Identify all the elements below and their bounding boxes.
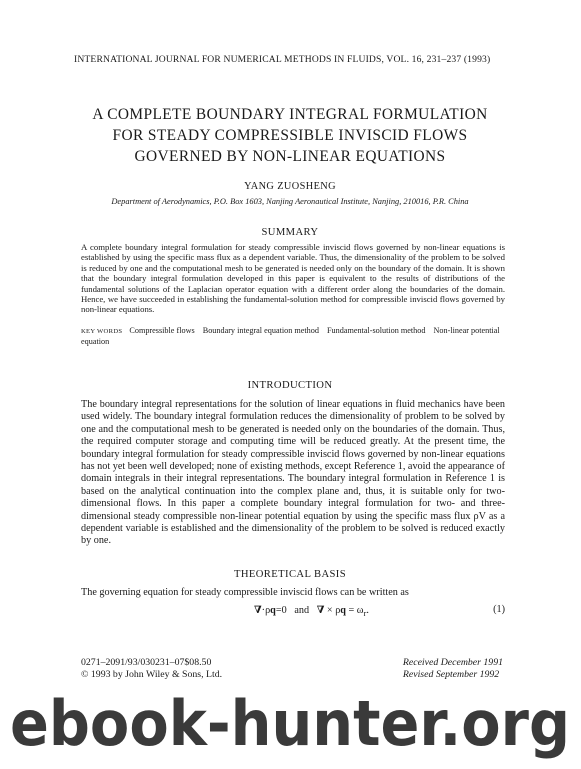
equation-end: . — [366, 605, 369, 616]
equation-rhs: =0 — [275, 605, 287, 616]
keyword-item: Fundamental-solution method — [326, 326, 426, 335]
author-name: YANG ZUOSHENG — [244, 181, 336, 192]
q-vector: q — [270, 605, 276, 616]
article-code: 0271–2091/93/030231–07$08.50 — [81, 657, 212, 668]
equation-1 — [81, 604, 505, 618]
title-line-1: A COMPLETE BOUNDARY INTEGRAL FORMULATION — [92, 106, 488, 123]
q-vector: q — [340, 605, 346, 616]
introduction-heading: INTRODUCTION — [247, 380, 333, 391]
title-line-2: FOR STEADY COMPRESSIBLE INVISCID FLOWS — [112, 127, 468, 144]
rho-symbol: ρ — [335, 605, 341, 616]
omega-term: = ω — [345, 605, 364, 616]
cross-operator: × — [324, 605, 336, 616]
revised-date: Revised September 1992 — [402, 669, 500, 680]
watermark-graphic — [0, 683, 581, 769]
received-date: Received December 1991 — [402, 657, 503, 668]
introduction-text: The boundary integral representations for the solution of linear equations in fluid mechanics have been used widely. The boundary integral formulation reduces the dimensionality of problem to be solved by one and the computational mesh to be generated is needed only on the boundaries of the domain. Thus, the required computer storage and computing time will be reduced greatly. At the present time, the boundary integral formulation for steady compressible inviscid flows governed by non-linear equations has not yet been well developed; none of existing methods, except Reference 1, avoid the appearance of domain integrals in their integral representations. The boundary integral formulation in Reference 1 is based on the analytical continuation into the complex plane and, thus, it is suitable only for two-dimensional flows. In this paper a complete boundary integral formulation for two- and three-dimensional steady compressible non-linear potential equation by using the specific mass flux ρV as a dependent variable is established and the dimensionality of the problem to be solved is reduced exactly by one. — [81, 399, 505, 547]
journal-header: INTERNATIONAL JOURNAL FOR NUMERICAL METHODS IN FLUIDS, VOL. 16, 231–237 (1993) — [74, 54, 491, 65]
title-line-3: GOVERNED BY NON-LINEAR EQUATIONS — [134, 148, 446, 165]
footer-right — [403, 657, 503, 681]
equation-connector: and — [294, 605, 310, 616]
rho-symbol: ρ — [265, 605, 271, 616]
copyright-notice: © 1993 by John Wiley & Sons, Ltd. — [81, 669, 223, 680]
author-affiliation: Department of Aerodynamics, P.O. Box 1603, Nanjing Aeronautical Institute, Nanjing, 210016, P.R. China — [111, 197, 469, 206]
keyword-item: Non-linear potential equation — [81, 326, 500, 347]
nabla-symbol: ∇ — [316, 605, 325, 616]
theory-text: The governing equation for steady compressible inviscid flows can be written as — [81, 587, 409, 598]
watermark-text: ebook-hunter.org — [10, 687, 570, 760]
footer-left — [81, 657, 222, 681]
nabla-symbol: ∇ — [254, 605, 262, 616]
summary-heading: SUMMARY — [261, 227, 319, 238]
keyword-item: Compressible flows — [129, 326, 195, 335]
keywords-label: KEY WORDS — [81, 328, 123, 335]
equation-body — [254, 604, 369, 618]
dot-operator: · — [261, 605, 266, 616]
watermark — [0, 683, 581, 769]
keywords — [81, 326, 505, 348]
paper-title — [40, 104, 540, 167]
omega-subscript: r — [363, 608, 367, 619]
keyword-item: Boundary integral equation method — [202, 326, 319, 335]
equation-number: (1) — [493, 604, 505, 615]
theory-heading: THEORETICAL BASIS — [233, 569, 347, 580]
summary-text: A complete boundary integral formulation for steady compressible inviscid flows governed by non-linear equations is established by using the specific mass flux as a dependent variable. Thus, the dimensionality of the problem to be solved is reduced by one and the computational mesh to be generated is needed only on the boundary of the domain. It is shown that the boundary integral formulation developed in this paper is equivalent to the results of distributions of the fundamental solutions of the Laplacian operator equation with a different order along the boundaries of the domain. Hence, we have succeeded in establishing the fundamental-solution method for compressible inviscid flows governed by non-linear equations. — [81, 242, 505, 315]
